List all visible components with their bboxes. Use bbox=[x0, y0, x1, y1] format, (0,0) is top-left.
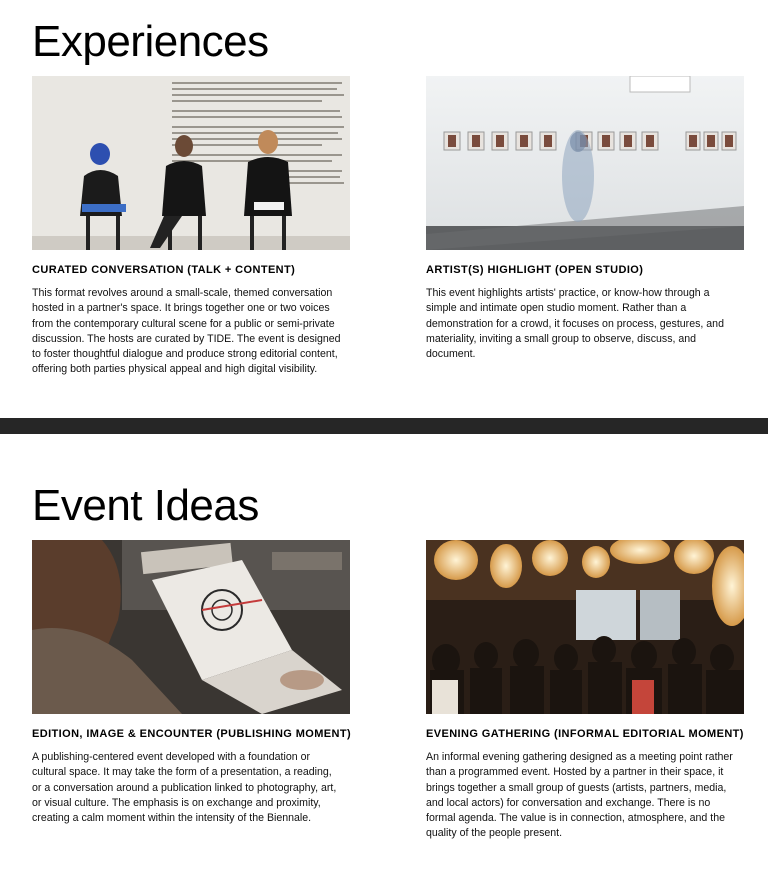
card-evening-gathering bbox=[426, 540, 746, 841]
card-description: This event highlights artists' practice, or know-how through a simple and intimate open studio moment. Rather than a demonstration for a crowd, it focuses on process, gestures, and materiality, inviting a small group to observe, discuss, and document. bbox=[426, 287, 724, 360]
card-title: CURATED CONVERSATION (TALK + CONTENT) bbox=[32, 264, 296, 276]
card-title: EDITION, IMAGE & ENCOUNTER (PUBLISHING MOMENT) bbox=[32, 728, 352, 740]
card-description: This format revolves around a small-scale, themed conversation hosted in a partner's space. It brings together one or two voices from the contemporary cultural scene for a public or semi-private discussion. The hosts are curated by TIDE. The event is designed to foster thoughtful dialogue and produce strong editorial content, offering both parties physical appeal and high digital visibility. bbox=[32, 287, 341, 376]
experiences-section bbox=[0, 0, 768, 418]
talk-panel-photo bbox=[32, 76, 350, 250]
evening-gathering-photo bbox=[426, 540, 744, 714]
card-publishing-moment bbox=[32, 540, 352, 826]
experiences-heading: Experiences bbox=[32, 17, 269, 66]
publishing-photo bbox=[32, 540, 350, 714]
card-artist-highlight bbox=[426, 76, 746, 362]
section-divider bbox=[0, 418, 768, 434]
open-studio-photo bbox=[426, 76, 744, 250]
card-curated-conversation bbox=[32, 76, 352, 377]
event-ideas-section bbox=[0, 434, 768, 876]
event-ideas-heading: Event Ideas bbox=[32, 481, 259, 530]
card-description: A publishing-centered event developed with a foundation or cultural space. It may take the form of a presentation, a reading, or a conversation around a publication linked to photography, art, or visual culture. The emphasis is on exchange and proximity, creating a calm moment within the intensity of the Biennale. bbox=[32, 751, 337, 824]
card-title: EVENING GATHERING (INFORMAL EDITORIAL MOMENT) bbox=[426, 728, 744, 740]
card-description: An informal evening gathering designed as a meeting point rather than a programmed event. Hosted by a partner in their space, it brings together a small group of guests (artists, partners, media, and local actors) for conversation and exchange. There is no formal agenda. The value is in connection, atmosphere, and the quality of the people present. bbox=[426, 751, 733, 840]
card-title: ARTIST(S) HIGHLIGHT (OPEN STUDIO) bbox=[426, 264, 644, 276]
